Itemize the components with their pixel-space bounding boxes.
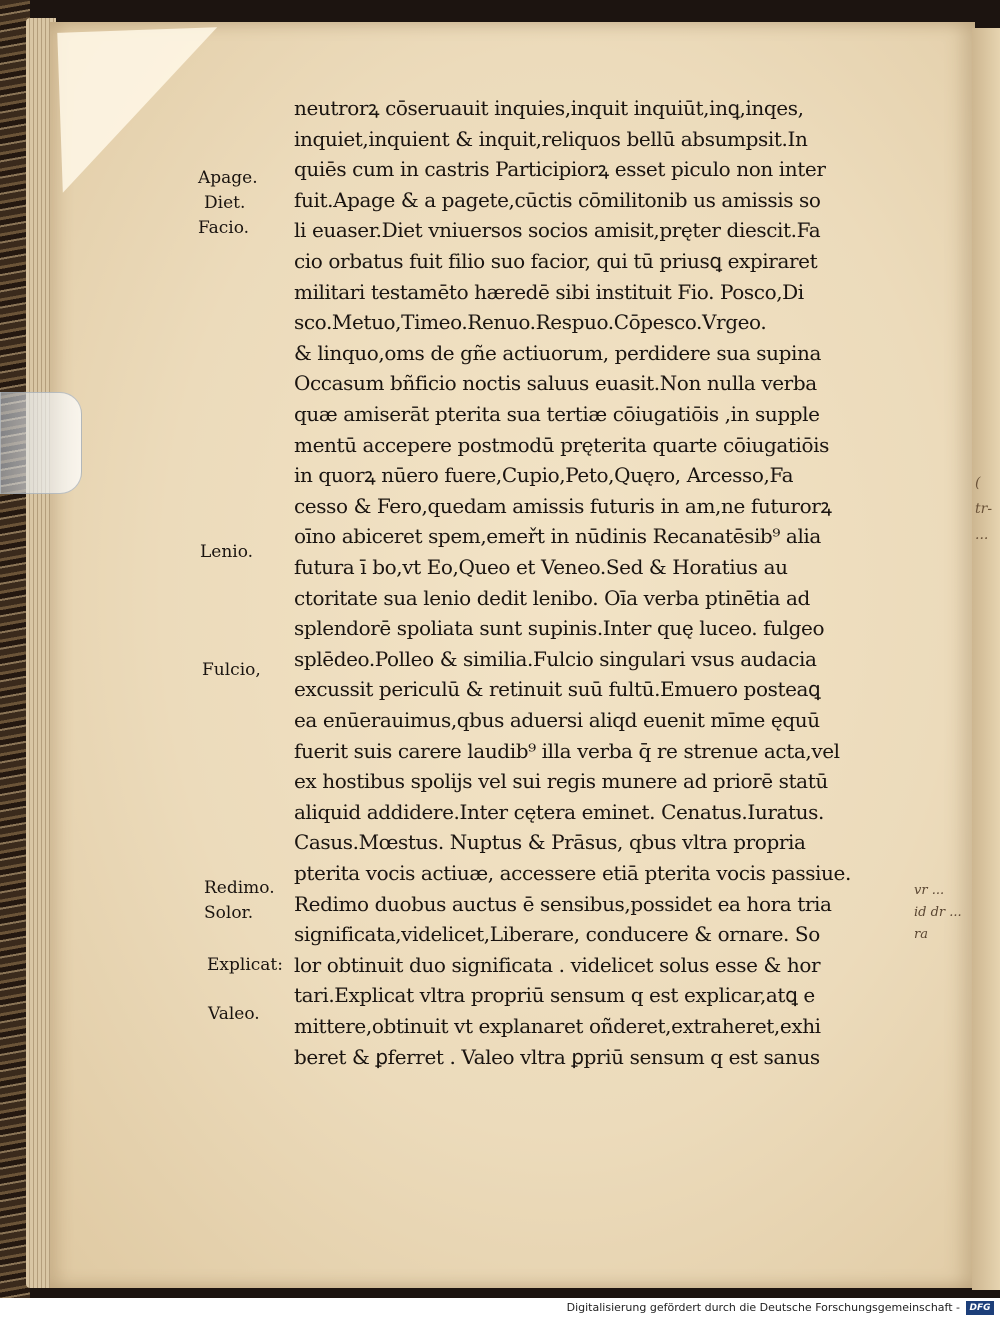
text-line: Occasum bñficio noctis saluus euasit.Non nulla verba — [294, 371, 817, 396]
handwritten-annotation: vr ... id dr ... ra — [914, 883, 962, 942]
text-line: beret & ꝑferret . Valeo vltra ꝑpriū sensum q est sanus — [294, 1044, 820, 1069]
text-line: mentū accepere postmodū pręterita quarte cōiugatiōis — [294, 432, 830, 457]
text-line: Redimo duobus auctus ē sensibus,possidet ea hora tria — [294, 891, 832, 916]
text-line: ea enūerauimus,qbus aduersi aliqd euenit mīme ęquū — [294, 708, 820, 732]
footer-bar — [0, 1298, 1000, 1319]
text-line: & linquo,oms de gñe actiuorum, perdidere sua supina — [294, 340, 821, 365]
text-line: in quorꝝ nūero fuere,Cupio,Peto,Quęro, Arcesso,Fa — [294, 463, 794, 488]
margin-note: Redimo. — [204, 878, 275, 898]
footer-text: Digitalisierung gefördert durch die Deutsche Forschungsgemeinschaft - — [566, 1301, 960, 1314]
plastic-clip — [0, 392, 82, 494]
margin-note: Explicat: — [207, 955, 283, 975]
margin-note: Solor. — [204, 903, 254, 923]
text-line: oīno abiceret spem,emeřt in nūdinis Recanatēsib⁹ alia — [294, 524, 821, 549]
margin-note: Apage. — [198, 168, 258, 188]
text-line: fuerit suis carere laudib⁹ illa verba q̄ re strenue acta,vel — [294, 738, 840, 763]
margin-note: Diet. — [204, 193, 246, 213]
text-line: pterita vocis actiuæ, accessere etiā pterita vocis passiue. — [294, 861, 851, 885]
text-line: excussit periculū & retinuit suū fultū.Emuero posteaꝗ — [294, 677, 821, 702]
text-line: futura ī bo,vt Eo,Queo et Veneo.Sed & Horatius au — [294, 555, 788, 579]
text-line: li euaser.Diet vniuersos socios amisit,pręter diescit.Fa — [294, 218, 821, 243]
text-line: Casus.Mœstus. Nuptus & Prāsus, qbus vltra propria — [294, 830, 806, 855]
margin-note: Valeo. — [208, 1004, 260, 1024]
text-line: cio orbatus fuit filio suo facior, qui tū priusꝗ expiraret — [294, 249, 818, 273]
next-page-edge — [972, 28, 1000, 1290]
margin-note: Fulcio, — [202, 660, 261, 680]
dfg-logo: DFG — [966, 1301, 994, 1315]
text-line: aliquid addidere.Inter cętera eminet. Cenatus.Iuratus. — [294, 799, 824, 824]
text-line: sco.Metuo,Timeo.Renuo.Respuo.Cōpesco.Vrgeo. — [294, 310, 767, 335]
text-line: lor obtinuit duo significata . videlicet solus esse & hor — [294, 952, 821, 977]
next-page-marks: ( tr- ... — [975, 475, 993, 543]
text-line: mittere,obtinuit vt explanaret oñderet,extraheret,exhi — [294, 1014, 821, 1038]
text-line: quiēs cum in castris Participiorꝝ esset piculo non inter — [294, 157, 826, 182]
text-line: quæ amiserāt pterita sua tertiæ cōiugatiōis ,in supple — [294, 402, 820, 426]
text-line: significata,videlicet,Liberare, conducere & ornare. So — [294, 922, 820, 947]
text-line: ex hostibus spolijs vel sui regis munere ad priorē statū — [294, 769, 828, 794]
text-line: militari testamēto hæredē sibi instituit Fio. Posco,Di — [294, 279, 804, 304]
text-line: splēdeo.Polleo & similia.Fulcio singulari vsus audacia — [294, 646, 817, 671]
text-line: fuit.Apage & a pagete,cūctis cōmilitonib us amissis so — [294, 187, 821, 212]
margin-note: Facio. — [198, 218, 250, 238]
text-line: cesso & Fero,quedam amissis futuris in am,ne futurorꝝ — [294, 493, 832, 518]
text-line: inquiet,inquient & inquit,reliquos bellū absumpsit.In — [294, 126, 808, 151]
text-line: tari.Explicat vltra propriū sensum q est explicar,atꝗ e — [294, 983, 815, 1008]
text-line: ctoritate sua lenio dedit lenibo. Oīa verba ptinētia ad — [294, 585, 810, 610]
text-line: splendorē spoliata sunt supinis.Inter quę luceo. fulgeo — [294, 616, 825, 641]
text-line: neutrorꝝ cōseruauit inquies,inquit inquiūt,inꝗ,inqes, — [294, 96, 804, 120]
margin-note: Lenio. — [200, 542, 254, 562]
